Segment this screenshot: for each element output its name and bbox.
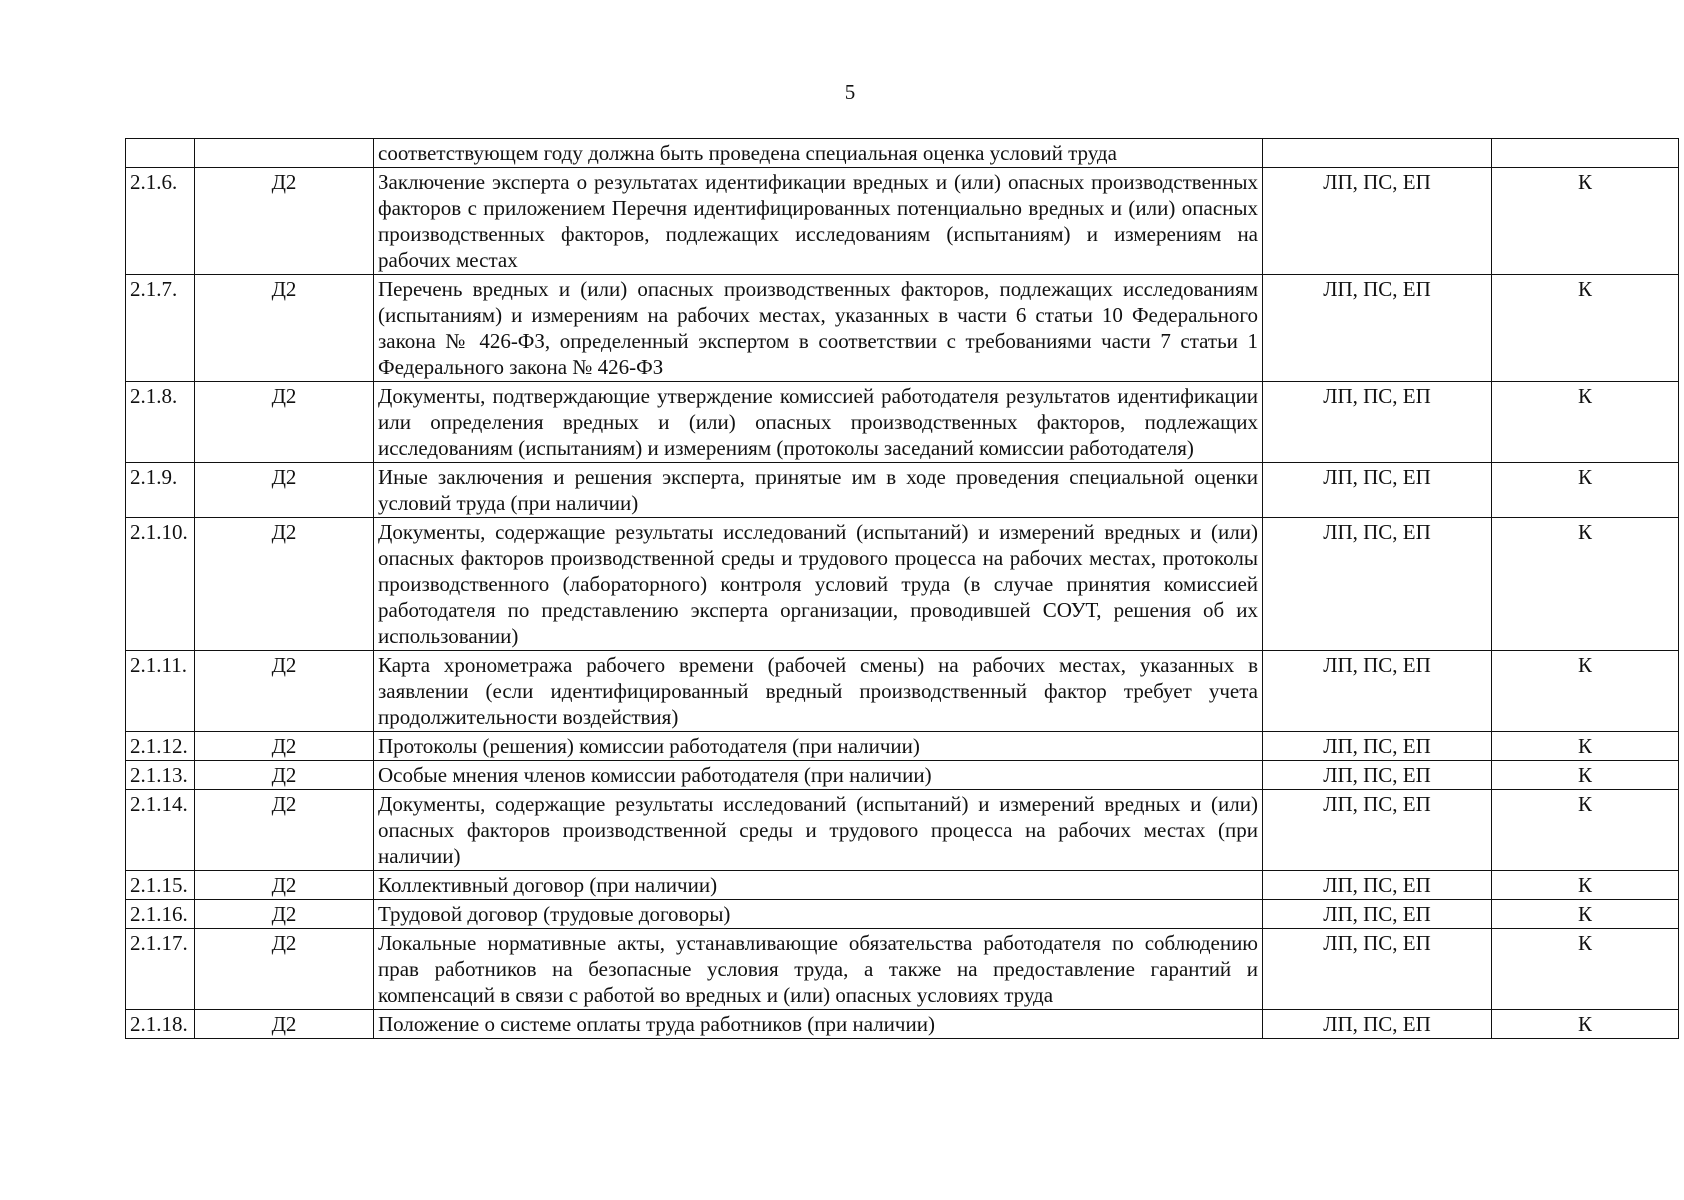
row-description-cell: Документы, содержащие результаты исследований (испытаний) и измерений вредных и (или) опасных факторов производственной среды и трудового процесса на рабочих местах (при наличии): [374, 790, 1263, 871]
table-row: [126, 790, 1679, 871]
row-responsible-cell: ЛП, ПС, ЕП: [1263, 651, 1492, 732]
row-number-cell: 2.1.8.: [126, 382, 195, 463]
row-number-cell: 2.1.15.: [126, 871, 195, 900]
table-row: [126, 382, 1679, 463]
row-description-cell: Особые мнения членов комиссии работодателя (при наличии): [374, 761, 1263, 790]
row-description-cell: Заключение эксперта о результатах идентификации вредных и (или) опасных производственных факторов с приложением Перечня идентифицированных потенциально вредных и (или) опасных производственных факторов, подлежащих исследованиям (испытаниям) и измерениям на рабочих местах: [374, 168, 1263, 275]
row-responsible-cell: ЛП, ПС, ЕП: [1263, 275, 1492, 382]
row-control-cell: К: [1492, 790, 1679, 871]
row-description-cell: Трудовой договор (трудовые договоры): [374, 900, 1263, 929]
row-code-cell: Д2: [195, 463, 374, 518]
document-table: [125, 138, 1679, 1039]
row-description-cell: Документы, содержащие результаты исследований (испытаний) и измерений вредных и (или) опасных факторов производственной среды и трудового процесса на рабочих местах, протоколы производственного (лабораторного) контроля условий труда (в случае принятия комиссией работодателя по представлению эксперта организации, проводившей СОУТ, решения об их использовании): [374, 518, 1263, 651]
row-control-cell: К: [1492, 761, 1679, 790]
table-row-continuation: [126, 139, 1679, 168]
table-row: [126, 761, 1679, 790]
row-control-cell: К: [1492, 929, 1679, 1010]
table-row: [126, 900, 1679, 929]
table-row: [126, 651, 1679, 732]
row-number-cell: 2.1.17.: [126, 929, 195, 1010]
row-number-cell: 2.1.6.: [126, 168, 195, 275]
table-row: [126, 1010, 1679, 1039]
row-responsible-cell: ЛП, ПС, ЕП: [1263, 929, 1492, 1010]
table-row: [126, 168, 1679, 275]
row-code-cell: Д2: [195, 761, 374, 790]
row-control-cell: К: [1492, 900, 1679, 929]
row-description-cell: Перечень вредных и (или) опасных производственных факторов, подлежащих исследованиям (испытаниям) и измерениям на рабочих местах, указанных в части 6 статьи 10 Федерального закона № 426-ФЗ, определенный экспертом в соответствии с требованиями части 7 статьи 1 Федерального закона № 426-ФЗ: [374, 275, 1263, 382]
row-description-cell: Протоколы (решения) комиссии работодателя (при наличии): [374, 732, 1263, 761]
row-code-cell: Д2: [195, 1010, 374, 1039]
row-number-cell: 2.1.16.: [126, 900, 195, 929]
row-control-cell: К: [1492, 732, 1679, 761]
row-control-cell: [1492, 139, 1679, 168]
row-responsible-cell: ЛП, ПС, ЕП: [1263, 518, 1492, 651]
row-responsible-cell: ЛП, ПС, ЕП: [1263, 732, 1492, 761]
row-control-cell: К: [1492, 275, 1679, 382]
row-code-cell: Д2: [195, 651, 374, 732]
table-row: [126, 518, 1679, 651]
table-row: [126, 463, 1679, 518]
row-number-cell: 2.1.13.: [126, 761, 195, 790]
table-row: [126, 732, 1679, 761]
row-responsible-cell: ЛП, ПС, ЕП: [1263, 761, 1492, 790]
row-description-cell: Положение о системе оплаты труда работников (при наличии): [374, 1010, 1263, 1039]
row-control-cell: К: [1492, 1010, 1679, 1039]
row-number-cell: [126, 139, 195, 168]
row-number-cell: 2.1.12.: [126, 732, 195, 761]
row-code-cell: Д2: [195, 168, 374, 275]
row-responsible-cell: ЛП, ПС, ЕП: [1263, 382, 1492, 463]
row-responsible-cell: ЛП, ПС, ЕП: [1263, 1010, 1492, 1039]
row-description-cell: Иные заключения и решения эксперта, принятые им в ходе проведения специальной оценки условий труда (при наличии): [374, 463, 1263, 518]
row-code-cell: Д2: [195, 900, 374, 929]
row-code-cell: [195, 139, 374, 168]
row-responsible-cell: ЛП, ПС, ЕП: [1263, 463, 1492, 518]
document-table-body: [126, 139, 1679, 1039]
row-responsible-cell: ЛП, ПС, ЕП: [1263, 168, 1492, 275]
row-description-cell: соответствующем году должна быть проведена специальная оценка условий труда: [374, 139, 1263, 168]
row-number-cell: 2.1.18.: [126, 1010, 195, 1039]
table-row: [126, 871, 1679, 900]
row-code-cell: Д2: [195, 790, 374, 871]
row-description-cell: Коллективный договор (при наличии): [374, 871, 1263, 900]
row-control-cell: К: [1492, 382, 1679, 463]
row-code-cell: Д2: [195, 732, 374, 761]
row-control-cell: К: [1492, 168, 1679, 275]
row-number-cell: 2.1.10.: [126, 518, 195, 651]
row-description-cell: Документы, подтверждающие утверждение комиссией работодателя результатов идентификации или определения вредных и (или) опасных производственных факторов, подлежащих исследованиям (испытаниям) и измерениям (протоколы заседаний комиссии работодателя): [374, 382, 1263, 463]
row-code-cell: Д2: [195, 929, 374, 1010]
row-control-cell: К: [1492, 871, 1679, 900]
row-number-cell: 2.1.14.: [126, 790, 195, 871]
row-control-cell: К: [1492, 651, 1679, 732]
row-control-cell: К: [1492, 518, 1679, 651]
page-number: 5: [844, 80, 856, 104]
row-description-cell: Локальные нормативные акты, устанавливающие обязательства работодателя по соблюдению прав работников на безопасные условия труда, а также на предоставление гарантий и компенсаций в связи с работой во вредных и (или) опасных условиях труда: [374, 929, 1263, 1010]
row-description-cell: Карта хронометража рабочего времени (рабочей смены) на рабочих местах, указанных в заявлении (если идентифицированный вредный производственный фактор требует учета продолжительности воздействия): [374, 651, 1263, 732]
table-row: [126, 275, 1679, 382]
row-code-cell: Д2: [195, 275, 374, 382]
row-number-cell: 2.1.9.: [126, 463, 195, 518]
row-number-cell: 2.1.7.: [126, 275, 195, 382]
row-code-cell: Д2: [195, 518, 374, 651]
row-responsible-cell: ЛП, ПС, ЕП: [1263, 900, 1492, 929]
table-row: [126, 929, 1679, 1010]
row-number-cell: 2.1.11.: [126, 651, 195, 732]
row-code-cell: Д2: [195, 382, 374, 463]
row-responsible-cell: [1263, 139, 1492, 168]
row-responsible-cell: ЛП, ПС, ЕП: [1263, 871, 1492, 900]
row-control-cell: К: [1492, 463, 1679, 518]
row-responsible-cell: ЛП, ПС, ЕП: [1263, 790, 1492, 871]
row-code-cell: Д2: [195, 871, 374, 900]
